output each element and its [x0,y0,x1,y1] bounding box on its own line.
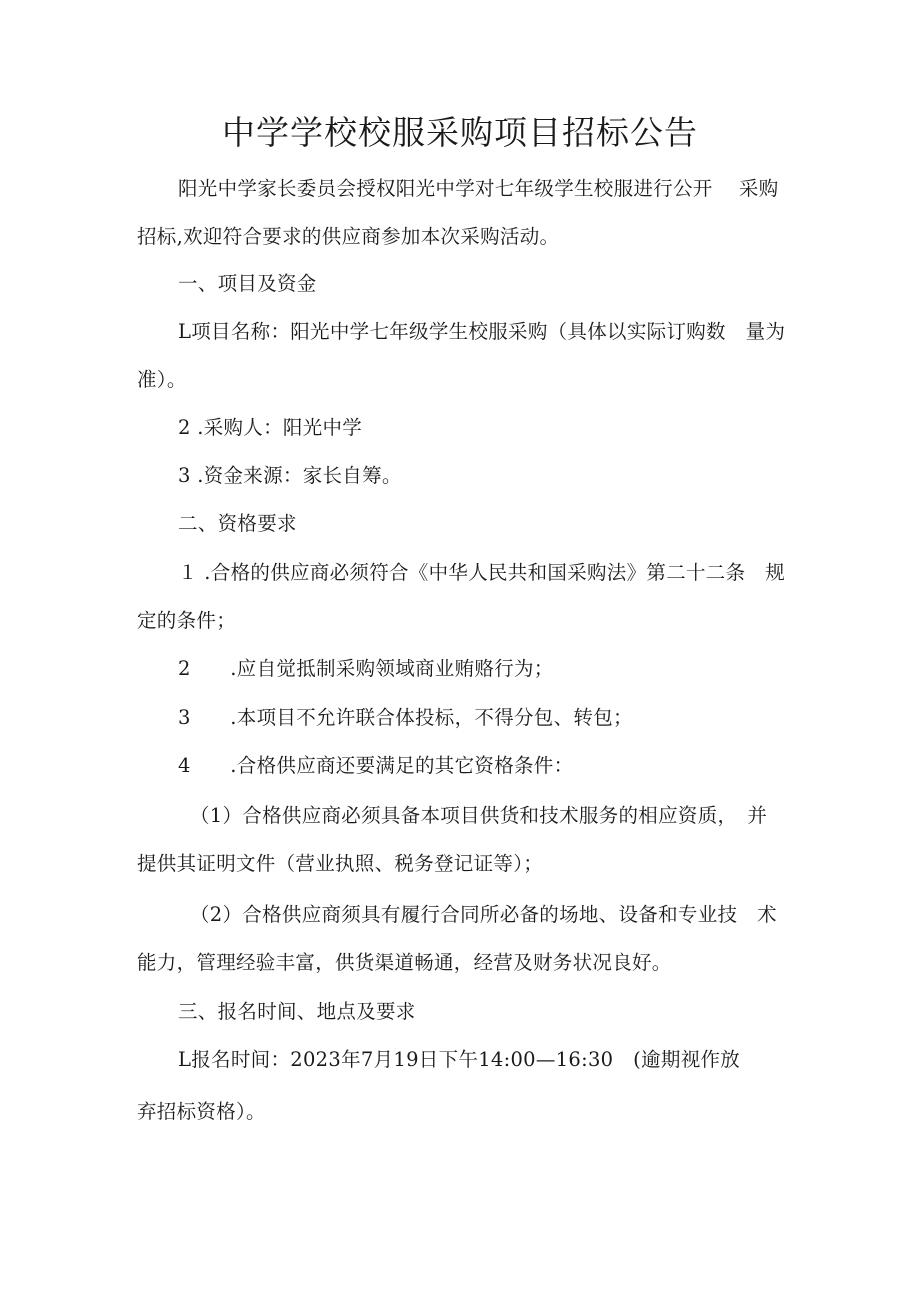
section-2-sub-2-line-2: 能力，管理经验丰富，供货渠道畅通，经营及财务状况良好。 [137,951,672,974]
section-3-heading: 三、报名时间、地点及要求 [178,1000,416,1023]
intro-line-2: 招标,欢迎符合要求的供应商参加本次采购活动。 [137,225,560,248]
section-2-item-3: 3 .本项目不允许联合体投标，不得分包、转包； [178,706,633,729]
section-3-item-1-line-2: 弃招标资格）。 [137,1100,266,1123]
section-1-item-2: 2 .采购人：阳光中学 [178,416,363,439]
section-2-heading: 二、资格要求 [178,512,297,535]
section-1-heading: 一、项目及资金 [178,272,317,295]
section-1-item-1-line-2: 准）。 [137,368,187,391]
section-2-sub-1-line-2: 提供其证明文件（营业执照、税务登记证等）； [137,852,544,875]
section-2-item-2: 2 .应自觉抵制采购领域商业贿赂行为； [178,657,554,680]
section-2-sub-1-line-1: （1）合格供应商必须具备本项目供货和技术服务的相应资质， 并 [190,804,768,827]
intro-line-1: 阳光中学家长委员会授权阳光中学对七年级学生校服进行公开 采购 [178,177,779,200]
section-2-item-1-line-1: １ .合格的供应商必须符合《中华人民共和国采购法》第二十二条 规 [178,561,785,584]
section-2-sub-2-line-1: （2）合格供应商须具有履行合同所必备的场地、设备和专业技 术 [190,903,777,926]
section-3-item-1-line-1: L报名时间：2023年7月19日下午14:00—16:30 (逾期视作放 [178,1048,741,1071]
section-1-item-1-line-1: L项目名称：阳光中学七年级学生校服采购（具体以实际订购数 量为 [178,320,786,343]
section-2-item-4: 4 .合格供应商还要满足的其它资格条件： [178,754,574,777]
section-1-item-3: 3 .资金来源：家长自筹。 [178,464,402,487]
section-2-item-1-line-2: 定的条件； [137,609,237,632]
document-title: 中学学校校服采购项目招标公告 [222,113,698,152]
